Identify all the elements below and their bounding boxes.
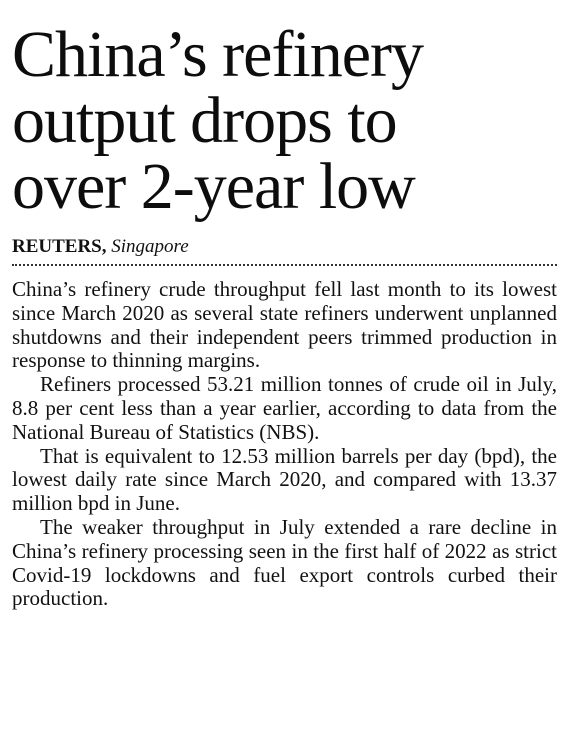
byline-location: Singapore xyxy=(111,236,189,257)
article-paragraph: Refiners processed 53.21 million tonnes of crude oil in July, 8.8 per cent less than a year earlier, according to data from the National Bureau of Statistics (NBS). xyxy=(12,372,557,444)
headline-line: over 2-year low xyxy=(12,150,415,223)
article-paragraph: That is equivalent to 12.53 million barrels per day (bpd), the lowest daily rate since March 2020, and compared with 13.37 million bpd in June. xyxy=(12,443,557,516)
dotted-divider xyxy=(12,264,557,266)
headline xyxy=(12,18,557,223)
byline xyxy=(12,236,557,258)
article-paragraph: The weaker throughput in July extended a rare decline in China’s refinery processing seen in the first half of 2022 as strict Covid-19 lockdowns and fuel export controls curbed their production. xyxy=(12,514,557,611)
article-body xyxy=(12,278,557,611)
headline-line: output drops to xyxy=(12,84,397,157)
article-paragraph: China’s refinery crude throughput fell last month to its lowest since March 2020 as several state refiners underwent unplanned shutdowns and their independent peers trimmed production in response to thinning margins. xyxy=(12,277,557,373)
headline-line: China’s refinery xyxy=(12,18,424,91)
byline-agency: REUTERS, xyxy=(12,236,107,257)
